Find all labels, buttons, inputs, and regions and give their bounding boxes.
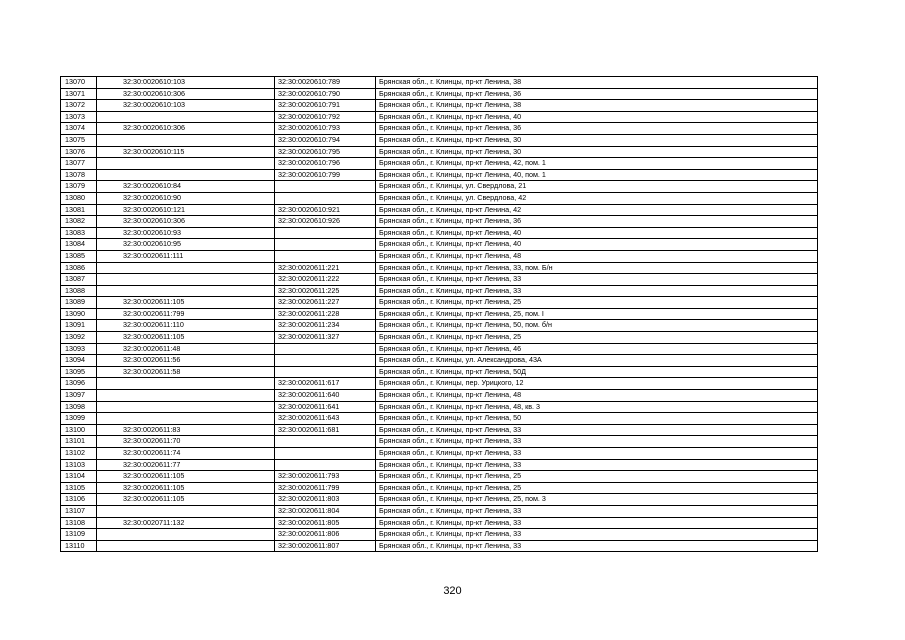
row-number-cell: 13070 <box>61 77 97 89</box>
address-cell: Брянская обл., г. Клинцы, пр-кт Ленина, 48 <box>376 390 818 402</box>
row-number-cell: 13107 <box>61 505 97 517</box>
cadastral-number-cell: 32:30:0020610:789 <box>275 77 376 89</box>
table-row <box>61 529 818 541</box>
row-number-cell: 13090 <box>61 308 97 320</box>
parent-cadastral-cell: 32:30:0020610:306 <box>97 216 275 228</box>
row-number-cell: 13096 <box>61 378 97 390</box>
parent-cadastral-cell: 32:30:0020610:90 <box>97 192 275 204</box>
address-cell: Брянская обл., г. Клинцы, пр-кт Ленина, 36 <box>376 216 818 228</box>
cadastral-number-cell: 32:30:0020610:796 <box>275 158 376 170</box>
row-number-cell: 13085 <box>61 250 97 262</box>
cadastral-number-cell: 32:30:0020610:794 <box>275 134 376 146</box>
table-row <box>61 332 818 344</box>
row-number-cell: 13100 <box>61 424 97 436</box>
cadastral-number-cell <box>275 192 376 204</box>
table-row <box>61 181 818 193</box>
registry-table <box>60 76 818 552</box>
row-number-cell: 13083 <box>61 227 97 239</box>
table-row <box>61 378 818 390</box>
address-cell: Брянская обл., г. Клинцы, пр-кт Ленина, 38 <box>376 77 818 89</box>
row-number-cell: 13104 <box>61 471 97 483</box>
table-row <box>61 123 818 135</box>
table-row <box>61 540 818 552</box>
row-number-cell: 13084 <box>61 239 97 251</box>
row-number-cell: 13081 <box>61 204 97 216</box>
parent-cadastral-cell <box>97 413 275 425</box>
parent-cadastral-cell: 32:30:0020611:83 <box>97 424 275 436</box>
address-cell: Брянская обл., г. Клинцы, пр-кт Ленина, 33 <box>376 274 818 286</box>
address-cell: Брянская обл., г. Клинцы, пер. Урицкого, 12 <box>376 378 818 390</box>
table-row <box>61 308 818 320</box>
cadastral-number-cell: 32:30:0020610:793 <box>275 123 376 135</box>
address-cell: Брянская обл., г. Клинцы, пр-кт Ленина, 50, пом. б/н <box>376 320 818 332</box>
parent-cadastral-cell: 32:30:0020611:48 <box>97 343 275 355</box>
parent-cadastral-cell <box>97 134 275 146</box>
table-row <box>61 88 818 100</box>
parent-cadastral-cell: 32:30:0020610:103 <box>97 100 275 112</box>
address-cell: Брянская обл., г. Клинцы, пр-кт Ленина, 40, пом. 1 <box>376 169 818 181</box>
cadastral-number-cell: 32:30:0020610:795 <box>275 146 376 158</box>
table-row <box>61 169 818 181</box>
table-row <box>61 274 818 286</box>
table-row <box>61 366 818 378</box>
address-cell: Брянская обл., г. Клинцы, пр-кт Ленина, 25 <box>376 332 818 344</box>
table-row <box>61 204 818 216</box>
row-number-cell: 13072 <box>61 100 97 112</box>
table-row <box>61 413 818 425</box>
row-number-cell: 13099 <box>61 413 97 425</box>
cadastral-number-cell: 32:30:0020611:804 <box>275 505 376 517</box>
parent-cadastral-cell: 32:30:0020611:105 <box>97 482 275 494</box>
row-number-cell: 13103 <box>61 459 97 471</box>
parent-cadastral-cell: 32:30:0020610:84 <box>97 181 275 193</box>
table-row <box>61 192 818 204</box>
parent-cadastral-cell: 32:30:0020610:306 <box>97 123 275 135</box>
cadastral-number-cell: 32:30:0020610:792 <box>275 111 376 123</box>
cadastral-number-cell: 32:30:0020610:926 <box>275 216 376 228</box>
parent-cadastral-cell: 32:30:0020610:306 <box>97 88 275 100</box>
cadastral-number-cell <box>275 366 376 378</box>
cadastral-number-cell: 32:30:0020610:799 <box>275 169 376 181</box>
table-row <box>61 320 818 332</box>
cadastral-number-cell: 32:30:0020611:807 <box>275 540 376 552</box>
row-number-cell: 13088 <box>61 285 97 297</box>
table-row <box>61 517 818 529</box>
cadastral-number-cell <box>275 448 376 460</box>
row-number-cell: 13097 <box>61 390 97 402</box>
row-number-cell: 13078 <box>61 169 97 181</box>
cadastral-number-cell: 32:30:0020611:803 <box>275 494 376 506</box>
table-row <box>61 482 818 494</box>
table-row <box>61 505 818 517</box>
parent-cadastral-cell: 32:30:0020611:799 <box>97 308 275 320</box>
address-cell: Брянская обл., г. Клинцы, пр-кт Ленина, 46 <box>376 343 818 355</box>
parent-cadastral-cell <box>97 274 275 286</box>
row-number-cell: 13087 <box>61 274 97 286</box>
cadastral-number-cell: 32:30:0020611:681 <box>275 424 376 436</box>
row-number-cell: 13098 <box>61 401 97 413</box>
address-cell: Брянская обл., г. Клинцы, пр-кт Ленина, 30 <box>376 146 818 158</box>
parent-cadastral-cell: 32:30:0020610:103 <box>97 77 275 89</box>
parent-cadastral-cell: 32:30:0020611:110 <box>97 320 275 332</box>
parent-cadastral-cell <box>97 505 275 517</box>
parent-cadastral-cell <box>97 169 275 181</box>
address-cell: Брянская обл., г. Клинцы, пр-кт Ленина, 25 <box>376 297 818 309</box>
row-number-cell: 13086 <box>61 262 97 274</box>
table-row <box>61 158 818 170</box>
table-row <box>61 250 818 262</box>
parent-cadastral-cell: 32:30:0020610:121 <box>97 204 275 216</box>
address-cell: Брянская обл., г. Клинцы, пр-кт Ленина, 40 <box>376 239 818 251</box>
table-row <box>61 459 818 471</box>
row-number-cell: 13093 <box>61 343 97 355</box>
table-row <box>61 100 818 112</box>
address-cell: Брянская обл., г. Клинцы, пр-кт Ленина, 33 <box>376 448 818 460</box>
cadastral-number-cell: 32:30:0020610:921 <box>275 204 376 216</box>
address-cell: Брянская обл., г. Клинцы, пр-кт Ленина, 33 <box>376 529 818 541</box>
table-row <box>61 401 818 413</box>
parent-cadastral-cell: 32:30:0020610:93 <box>97 227 275 239</box>
cadastral-number-cell: 32:30:0020611:327 <box>275 332 376 344</box>
address-cell: Брянская обл., г. Клинцы, пр-кт Ленина, 36 <box>376 123 818 135</box>
address-cell: Брянская обл., г. Клинцы, ул. Свердлова, 42 <box>376 192 818 204</box>
row-number-cell: 13108 <box>61 517 97 529</box>
cadastral-number-cell <box>275 250 376 262</box>
table-row <box>61 448 818 460</box>
parent-cadastral-cell: 32:30:0020611:56 <box>97 355 275 367</box>
parent-cadastral-cell <box>97 401 275 413</box>
parent-cadastral-cell: 32:30:0020611:111 <box>97 250 275 262</box>
address-cell: Брянская обл., г. Клинцы, пр-кт Ленина, 25 <box>376 482 818 494</box>
registry-table-body <box>61 77 818 552</box>
cadastral-number-cell: 32:30:0020611:221 <box>275 262 376 274</box>
cadastral-number-cell <box>275 459 376 471</box>
cadastral-number-cell: 32:30:0020611:227 <box>275 297 376 309</box>
cadastral-number-cell: 32:30:0020611:640 <box>275 390 376 402</box>
parent-cadastral-cell <box>97 378 275 390</box>
parent-cadastral-cell: 32:30:0020611:105 <box>97 494 275 506</box>
address-cell: Брянская обл., г. Клинцы, пр-кт Ленина, 25, пом. I <box>376 308 818 320</box>
address-cell: Брянская обл., г. Клинцы, пр-кт Ленина, 30 <box>376 134 818 146</box>
cadastral-number-cell: 32:30:0020611:806 <box>275 529 376 541</box>
address-cell: Брянская обл., г. Клинцы, пр-кт Ленина, 33 <box>376 540 818 552</box>
row-number-cell: 13076 <box>61 146 97 158</box>
row-number-cell: 13101 <box>61 436 97 448</box>
row-number-cell: 13080 <box>61 192 97 204</box>
table-row <box>61 285 818 297</box>
cadastral-number-cell <box>275 355 376 367</box>
address-cell: Брянская обл., г. Клинцы, пр-кт Ленина, 42, пом. 1 <box>376 158 818 170</box>
row-number-cell: 13073 <box>61 111 97 123</box>
address-cell: Брянская обл., г. Клинцы, пр-кт Ленина, 50 <box>376 413 818 425</box>
address-cell: Брянская обл., г. Клинцы, ул. Свердлова, 21 <box>376 181 818 193</box>
parent-cadastral-cell: 32:30:0020610:115 <box>97 146 275 158</box>
address-cell: Брянская обл., г. Клинцы, пр-кт Ленина, 40 <box>376 111 818 123</box>
parent-cadastral-cell: 32:30:0020611:105 <box>97 471 275 483</box>
row-number-cell: 13089 <box>61 297 97 309</box>
table-row <box>61 146 818 158</box>
parent-cadastral-cell <box>97 262 275 274</box>
parent-cadastral-cell: 32:30:0020611:74 <box>97 448 275 460</box>
address-cell: Брянская обл., г. Клинцы, пр-кт Ленина, 38 <box>376 100 818 112</box>
row-number-cell: 13106 <box>61 494 97 506</box>
address-cell: Брянская обл., г. Клинцы, ул. Александрова, 43А <box>376 355 818 367</box>
parent-cadastral-cell: 32:30:0020610:95 <box>97 239 275 251</box>
cadastral-number-cell <box>275 227 376 239</box>
parent-cadastral-cell: 32:30:0020611:105 <box>97 332 275 344</box>
cadastral-number-cell: 32:30:0020610:790 <box>275 88 376 100</box>
row-number-cell: 13071 <box>61 88 97 100</box>
address-cell: Брянская обл., г. Клинцы, пр-кт Ленина, 50Д <box>376 366 818 378</box>
row-number-cell: 13092 <box>61 332 97 344</box>
table-row <box>61 216 818 228</box>
cadastral-number-cell: 32:30:0020611:643 <box>275 413 376 425</box>
parent-cadastral-cell <box>97 540 275 552</box>
parent-cadastral-cell <box>97 158 275 170</box>
address-cell: Брянская обл., г. Клинцы, пр-кт Ленина, 33, пом. Б/н <box>376 262 818 274</box>
cadastral-number-cell <box>275 436 376 448</box>
cadastral-number-cell: 32:30:0020611:234 <box>275 320 376 332</box>
row-number-cell: 13094 <box>61 355 97 367</box>
cadastral-number-cell: 32:30:0020611:222 <box>275 274 376 286</box>
cadastral-number-cell: 32:30:0020611:641 <box>275 401 376 413</box>
address-cell: Брянская обл., г. Клинцы, пр-кт Ленина, 42 <box>376 204 818 216</box>
parent-cadastral-cell <box>97 111 275 123</box>
table-row <box>61 134 818 146</box>
parent-cadastral-cell <box>97 529 275 541</box>
table-row <box>61 436 818 448</box>
address-cell: Брянская обл., г. Клинцы, пр-кт Ленина, 33 <box>376 436 818 448</box>
parent-cadastral-cell <box>97 285 275 297</box>
row-number-cell: 13074 <box>61 123 97 135</box>
cadastral-number-cell <box>275 343 376 355</box>
table-row <box>61 77 818 89</box>
page-number: 320 <box>443 585 462 597</box>
address-cell: Брянская обл., г. Клинцы, пр-кт Ленина, 40 <box>376 227 818 239</box>
parent-cadastral-cell: 32:30:0020611:105 <box>97 297 275 309</box>
row-number-cell: 13091 <box>61 320 97 332</box>
table-row <box>61 424 818 436</box>
cadastral-number-cell <box>275 239 376 251</box>
table-row <box>61 343 818 355</box>
table-row <box>61 471 818 483</box>
cadastral-number-cell: 32:30:0020611:805 <box>275 517 376 529</box>
cadastral-number-cell: 32:30:0020611:799 <box>275 482 376 494</box>
address-cell: Брянская обл., г. Клинцы, пр-кт Ленина, 25, пом. 3 <box>376 494 818 506</box>
table-row <box>61 111 818 123</box>
row-number-cell: 13109 <box>61 529 97 541</box>
address-cell: Брянская обл., г. Клинцы, пр-кт Ленина, 33 <box>376 424 818 436</box>
address-cell: Брянская обл., г. Клинцы, пр-кт Ленина, 36 <box>376 88 818 100</box>
table-row <box>61 390 818 402</box>
parent-cadastral-cell: 32:30:0020711:132 <box>97 517 275 529</box>
cadastral-number-cell <box>275 181 376 193</box>
parent-cadastral-cell <box>97 390 275 402</box>
address-cell: Брянская обл., г. Клинцы, пр-кт Ленина, 48, кв. 3 <box>376 401 818 413</box>
row-number-cell: 13077 <box>61 158 97 170</box>
table-row <box>61 494 818 506</box>
address-cell: Брянская обл., г. Клинцы, пр-кт Ленина, 48 <box>376 250 818 262</box>
parent-cadastral-cell: 32:30:0020611:70 <box>97 436 275 448</box>
row-number-cell: 13095 <box>61 366 97 378</box>
row-number-cell: 13110 <box>61 540 97 552</box>
parent-cadastral-cell: 32:30:0020611:58 <box>97 366 275 378</box>
table-row <box>61 227 818 239</box>
row-number-cell: 13075 <box>61 134 97 146</box>
row-number-cell: 13105 <box>61 482 97 494</box>
cadastral-number-cell: 32:30:0020611:225 <box>275 285 376 297</box>
address-cell: Брянская обл., г. Клинцы, пр-кт Ленина, 33 <box>376 459 818 471</box>
table-row <box>61 262 818 274</box>
row-number-cell: 13079 <box>61 181 97 193</box>
address-cell: Брянская обл., г. Клинцы, пр-кт Ленина, 25 <box>376 471 818 483</box>
row-number-cell: 13102 <box>61 448 97 460</box>
cadastral-number-cell: 32:30:0020610:791 <box>275 100 376 112</box>
address-cell: Брянская обл., г. Клинцы, пр-кт Ленина, 33 <box>376 505 818 517</box>
cadastral-number-cell: 32:30:0020611:617 <box>275 378 376 390</box>
table-row <box>61 239 818 251</box>
cadastral-number-cell: 32:30:0020611:793 <box>275 471 376 483</box>
address-cell: Брянская обл., г. Клинцы, пр-кт Ленина, 33 <box>376 517 818 529</box>
cadastral-number-cell: 32:30:0020611:228 <box>275 308 376 320</box>
table-row <box>61 355 818 367</box>
address-cell: Брянская обл., г. Клинцы, пр-кт Ленина, 33 <box>376 285 818 297</box>
row-number-cell: 13082 <box>61 216 97 228</box>
parent-cadastral-cell: 32:30:0020611:77 <box>97 459 275 471</box>
table-row <box>61 297 818 309</box>
